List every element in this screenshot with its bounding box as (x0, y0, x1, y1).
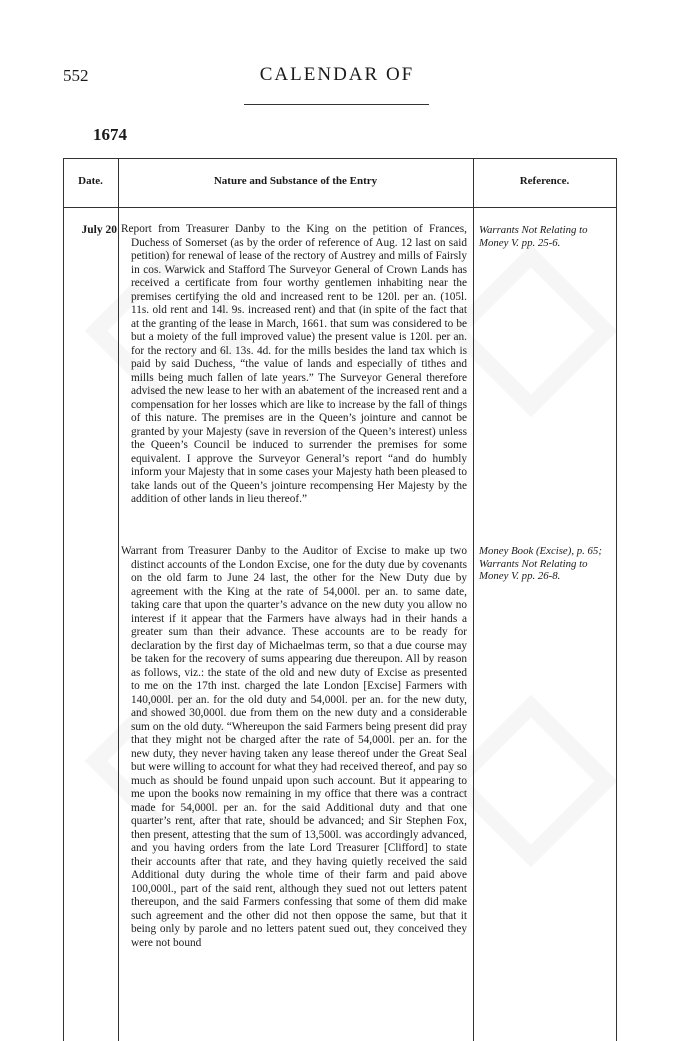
entry-text (121, 545, 467, 950)
table-top-rule (63, 158, 617, 159)
entry-paragraph: Warrant from Treasurer Danby to the Auditor of Excise to make up two distinct accounts of the London Excise, one for the duty due by covenants on the old farm to June 24 last, the other for the New Duty due by agreement with the King at the rate of 54,000l. per an. to same date, taking care that upon the quarter’s advance on the new duty you allow no interest if it appear that the Farmers have always had in their hands a greater sum than their advance. These accounts are to be ready for declaration by the first day of Michaelmas term, so that a due course may be taken for the recovery of sums appearing due thereupon. All by reason as follows, viz.: the state of the old and new duty of Excise as presented to me on the 17th inst. charged the late London [Excise] Farmers with 140,000l. per an. for the old duty and 54,000l. per an. for the new duty, and showed 30,000l. due from them on the new duty and a considerable sum on the old duty. “Whereupon the said Farmers being present did pray that they might not be charged after the rate of 54,000l. per an. for the new duty, they never having taken any lease thereof under the Great Seal but were willing to account for what they had received thereof, and pay so much as should be found unpaid upon such account. But it appearing to me upon the books now remaining in my office that there was a contract made for 54,000l. per an. for the said Additional duty and that one quarter’s rent, after that rate, should be advanced; and Sir Stephen Fox, then present, attesting that the sum of 13,500l. was accordingly advanced, and you having orders from the late Lord Treasurer [Clifford] to state their accounts after that rate, and they having quietly received the said Additional duty during the whole time of their farm and paid above 100,000l., part of the said rent, although they sued not out letters patent thereupon, and the said Farmers confessing that some of them did make such agreement and the other did not then oppose the same, but that it being only by parole and no letters patent sued out, they conceived they were not bound (121, 545, 467, 949)
column-header-date: Date. (78, 175, 103, 187)
header-rule (244, 104, 429, 105)
column-divider (616, 158, 617, 1041)
entry-date: July 20 (81, 224, 117, 236)
entry-reference: Money Book (Excise), p. 65; Warrants Not Relating to Money V. pp. 26-8. (479, 545, 602, 582)
calendar-table (63, 158, 617, 1041)
entry-text (121, 223, 467, 507)
entry-reference: Warrants Not Relating to Money V. pp. 25-6. (479, 224, 588, 249)
column-divider (63, 158, 64, 1041)
running-title: CALENDAR OF (259, 64, 415, 85)
column-divider (118, 158, 119, 1041)
table-header-rule (63, 207, 617, 208)
entry-paragraph: Report from Treasurer Danby to the King on the petition of Frances, Duchess of Somerset (as by the order of reference of Aug. 12 last on said petition) for renewal of lease of the rectory of Austrey and mills of Fairsly in cos. Warwick and Stafford The Surveyor General of Crown Lands has received a certificate from four worthy gentlemen inhabiting near the premises certifying the old and increased rent to be 120l. per an. (105l. 11s. old rent and 14l. 9s. increased rent) and that (in spite of the fact that at the granting of the lease in March, 1661. that sum was considered to be but a moiety of the full improved value) the present value is 120l. per an. for the rectory and 6l. 13s. 4d. for the mills besides the land tax which is paid by said Duchess, “the value of lands and especially of tithes and mills being much fallen of late years.” The Surveyor General therefore advised the new lease to her with an abatement of the increased rent and a compensation for her losses which are like to increase by the fall of things of this nature. The premises are in the Queen’s jointure and cannot be granted by your Majesty (save in reversion of the Queen’s interest) unless the Queen’s Council be induced to surrender the premises for some equivalent. I approve the Surveyor General’s report “and do humbly inform your Majesty that in some cases your Majesty hath been pleased to take lands out of the Queen’s jointure recompensing Her Majesty by the addition of other lands in lieu thereof.” (121, 223, 467, 505)
page-number: 552 (63, 66, 89, 85)
column-header-reference: Reference. (519, 175, 570, 187)
year-heading: 1674 (93, 125, 127, 144)
column-header-entry: Nature and Substance of the Entry (213, 175, 378, 187)
column-divider (473, 158, 474, 1041)
